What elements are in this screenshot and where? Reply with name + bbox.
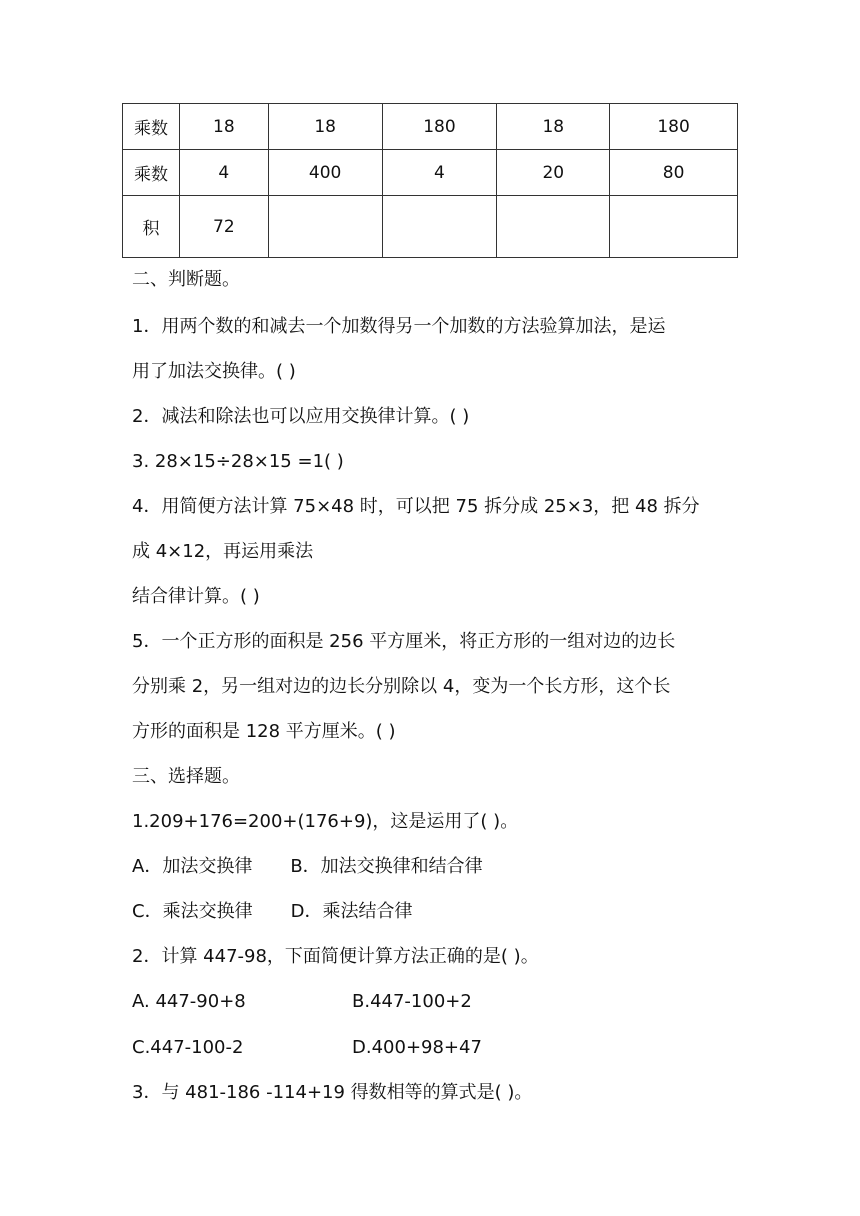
option-b: B.447-100+2 [352,991,472,1012]
option-d: D．乘法结合律 [290,901,413,922]
question-text: 2．计算 447-98，下面简便计算方法正确的是( )。 [132,946,539,967]
table-cell: 积 [123,196,180,258]
table-cell: 180 [610,104,738,150]
option-c: C.447-100-2 [132,1037,244,1058]
table-row [123,150,738,196]
multiplication-table [122,103,738,258]
option-d: D.400+98+47 [352,1037,482,1058]
table-cell: 400 [268,150,382,196]
section-heading-choice: 三、选择题。 [132,766,240,787]
question-text: 3. 28×15÷28×15 =1( ) [132,451,344,472]
question-text: 1．用两个数的和减去一个加数得另一个加数的方法验算加法，是运 [132,316,666,337]
table-cell: 4 [382,150,497,196]
table-cell: 18 [179,104,268,150]
question-text: 分别乘 2，另一组对边的边长分别除以 4，变为一个长方形，这个长 [132,676,671,697]
question-text: 2．减法和除法也可以应用交换律计算。( ) [132,406,470,427]
question-text: 用了加法交换律。( ) [132,361,296,382]
table-cell [497,196,610,258]
table-cell: 18 [268,104,382,150]
option-a: A. 447-90+8 [132,991,246,1012]
question-text: 1.209+176=200+(176+9)，这是运用了( )。 [132,811,519,832]
question-text: 方形的面积是 128 平方厘米。( ) [132,721,396,742]
question-text: 4．用简便方法计算 75×48 时，可以把 75 拆分成 25×3，把 48 拆分 [132,496,700,517]
option-a: A．加法交换律 [132,856,253,877]
question-text: 3．与 481-186 -114+19 得数相等的算式是( )。 [132,1082,533,1103]
table-row [123,196,738,258]
table-cell: 乘数 [123,104,180,150]
option-c: C．乘法交换律 [132,901,253,922]
question-text: 5．一个正方形的面积是 256 平方厘米，将正方形的一组对边的边长 [132,631,676,652]
table-cell [268,196,382,258]
table-cell: 180 [382,104,497,150]
table-cell [382,196,497,258]
option-row [132,900,412,924]
table-cell: 18 [497,104,610,150]
option-row [132,855,483,879]
table-cell: 乘数 [123,150,180,196]
question-text: 成 4×12，再运用乘法 [132,541,314,562]
section-heading-judgement: 二、判断题。 [132,269,240,290]
table-cell: 72 [179,196,268,258]
table-cell: 20 [497,150,610,196]
table-cell: 4 [179,150,268,196]
option-b: B．加法交换律和结合律 [290,856,483,877]
table-cell: 80 [610,150,738,196]
table-row [123,104,738,150]
table-cell [610,196,738,258]
question-text: 结合律计算。( ) [132,586,260,607]
